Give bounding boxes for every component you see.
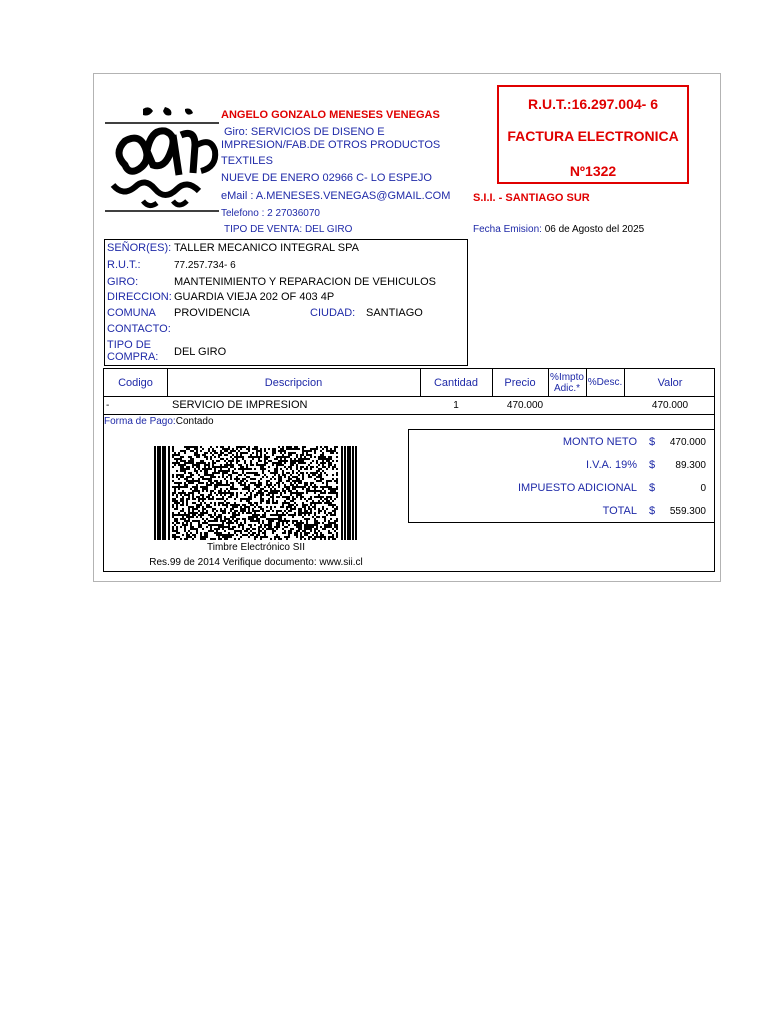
client-rut-value: 77.257.734- 6 [174, 260, 236, 271]
client-direccion-label: DIRECCION: [107, 291, 172, 303]
document-type: FACTURA ELECTRONICA [507, 128, 679, 144]
total-currency: $ [649, 505, 656, 517]
client-tipo-compra-label-2: COMPRA: [107, 351, 159, 363]
header-codigo: Codigo [118, 376, 153, 389]
client-giro-label: GIRO: [107, 276, 139, 288]
iva-label: I.V.A. 19% [586, 459, 637, 471]
header-desc: %Desc. [587, 377, 623, 388]
impuesto-currency: $ [649, 482, 656, 494]
document-number: Nº1322 [569, 163, 617, 179]
header-impto [548, 369, 586, 396]
issuer-giro-line1: Giro: SERVICIOS DE DISENO E [224, 126, 385, 138]
client-ciudad-label: CIUDAD: [310, 307, 356, 319]
issuer-giro-line3: TEXTILES [221, 155, 273, 167]
sii-office: S.I.I. - SANTIAGO SUR [473, 192, 590, 204]
impuesto-label: IMPUESTO ADICIONAL [518, 482, 637, 494]
client-giro-value: MANTENIMIENTO Y REPARACION DE VEHICULOS [174, 276, 437, 288]
date-value: 06 de Agosto del 2025 [544, 224, 645, 235]
client-tipo-compra-value: DEL GIRO [174, 346, 227, 358]
client-contacto-label: CONTACTO: [107, 323, 171, 335]
client-box [104, 239, 468, 366]
client-ciudad-value: SANTIAGO [366, 307, 423, 319]
impuesto-value: 0 [700, 483, 706, 494]
client-comuna-value: PROVIDENCIA [174, 307, 250, 319]
client-comuna-label: COMUNA [107, 307, 156, 319]
document-id-box [497, 85, 689, 184]
issuer-sale-type: TIPO DE VENTA: DEL GIRO [224, 224, 353, 235]
header-precio: Precio [504, 376, 536, 389]
payment-label: Forma de Pago: [104, 416, 176, 427]
row-cantidad: 1 [453, 400, 459, 411]
client-direccion-value: GUARDIA VIEJA 202 OF 403 4P [174, 291, 335, 303]
header-descripcion: Descripcion [264, 376, 323, 389]
neto-value: 470.000 [669, 437, 706, 448]
payment-value: Contado [175, 416, 214, 427]
issuer-phone: Telefono : 2 27036070 [221, 208, 320, 219]
neto-currency: $ [649, 436, 656, 448]
timbre-note: Res.99 de 2014 Verifique documento: www.sii.cl [149, 557, 363, 568]
header-cantidad: Cantidad [433, 376, 479, 389]
header-impto-line2: Adic.* [553, 382, 581, 394]
total-label: TOTAL [602, 505, 637, 517]
date-label: Fecha Emision: [473, 224, 542, 235]
neto-label: MONTO NETO [562, 436, 637, 448]
total-value: 559.300 [669, 506, 706, 517]
document-rut: R.U.T.:16.297.004- 6 [528, 96, 658, 112]
client-tipo-compra-label-1: TIPO DE [107, 339, 152, 351]
timbre-barcode [154, 446, 358, 540]
issuer-name: ANGELO GONZALO MENESES VENEGAS [221, 109, 440, 121]
iva-currency: $ [649, 459, 656, 471]
issuer-email: eMail : A.MENESES.VENEGAS@GMAIL.COM [221, 190, 451, 202]
client-senor-label: SEÑOR(ES): [107, 242, 172, 254]
row-descripcion: SERVICIO DE IMPRESION [172, 399, 308, 411]
row-codigo: - [106, 400, 110, 411]
header-valor: Valor [657, 376, 683, 389]
row-precio: 470.000 [506, 400, 544, 411]
row-valor: 470.000 [651, 400, 689, 411]
issuer-logo [103, 105, 221, 220]
issuer-giro-line2: IMPRESION/FAB.DE OTROS PRODUCTOS [221, 139, 441, 151]
timbre-caption: Timbre Electrónico SII [207, 542, 305, 553]
header-impto-line1: %Impto [550, 371, 584, 383]
iva-value: 89.300 [675, 460, 706, 471]
issuer-address: NUEVE DE ENERO 02966 C- LO ESPEJO [221, 172, 432, 184]
client-rut-label: R.U.T.: [107, 259, 141, 271]
totals-box [408, 429, 715, 523]
client-senor-value: TALLER MECANICO INTEGRAL SPA [174, 242, 360, 254]
